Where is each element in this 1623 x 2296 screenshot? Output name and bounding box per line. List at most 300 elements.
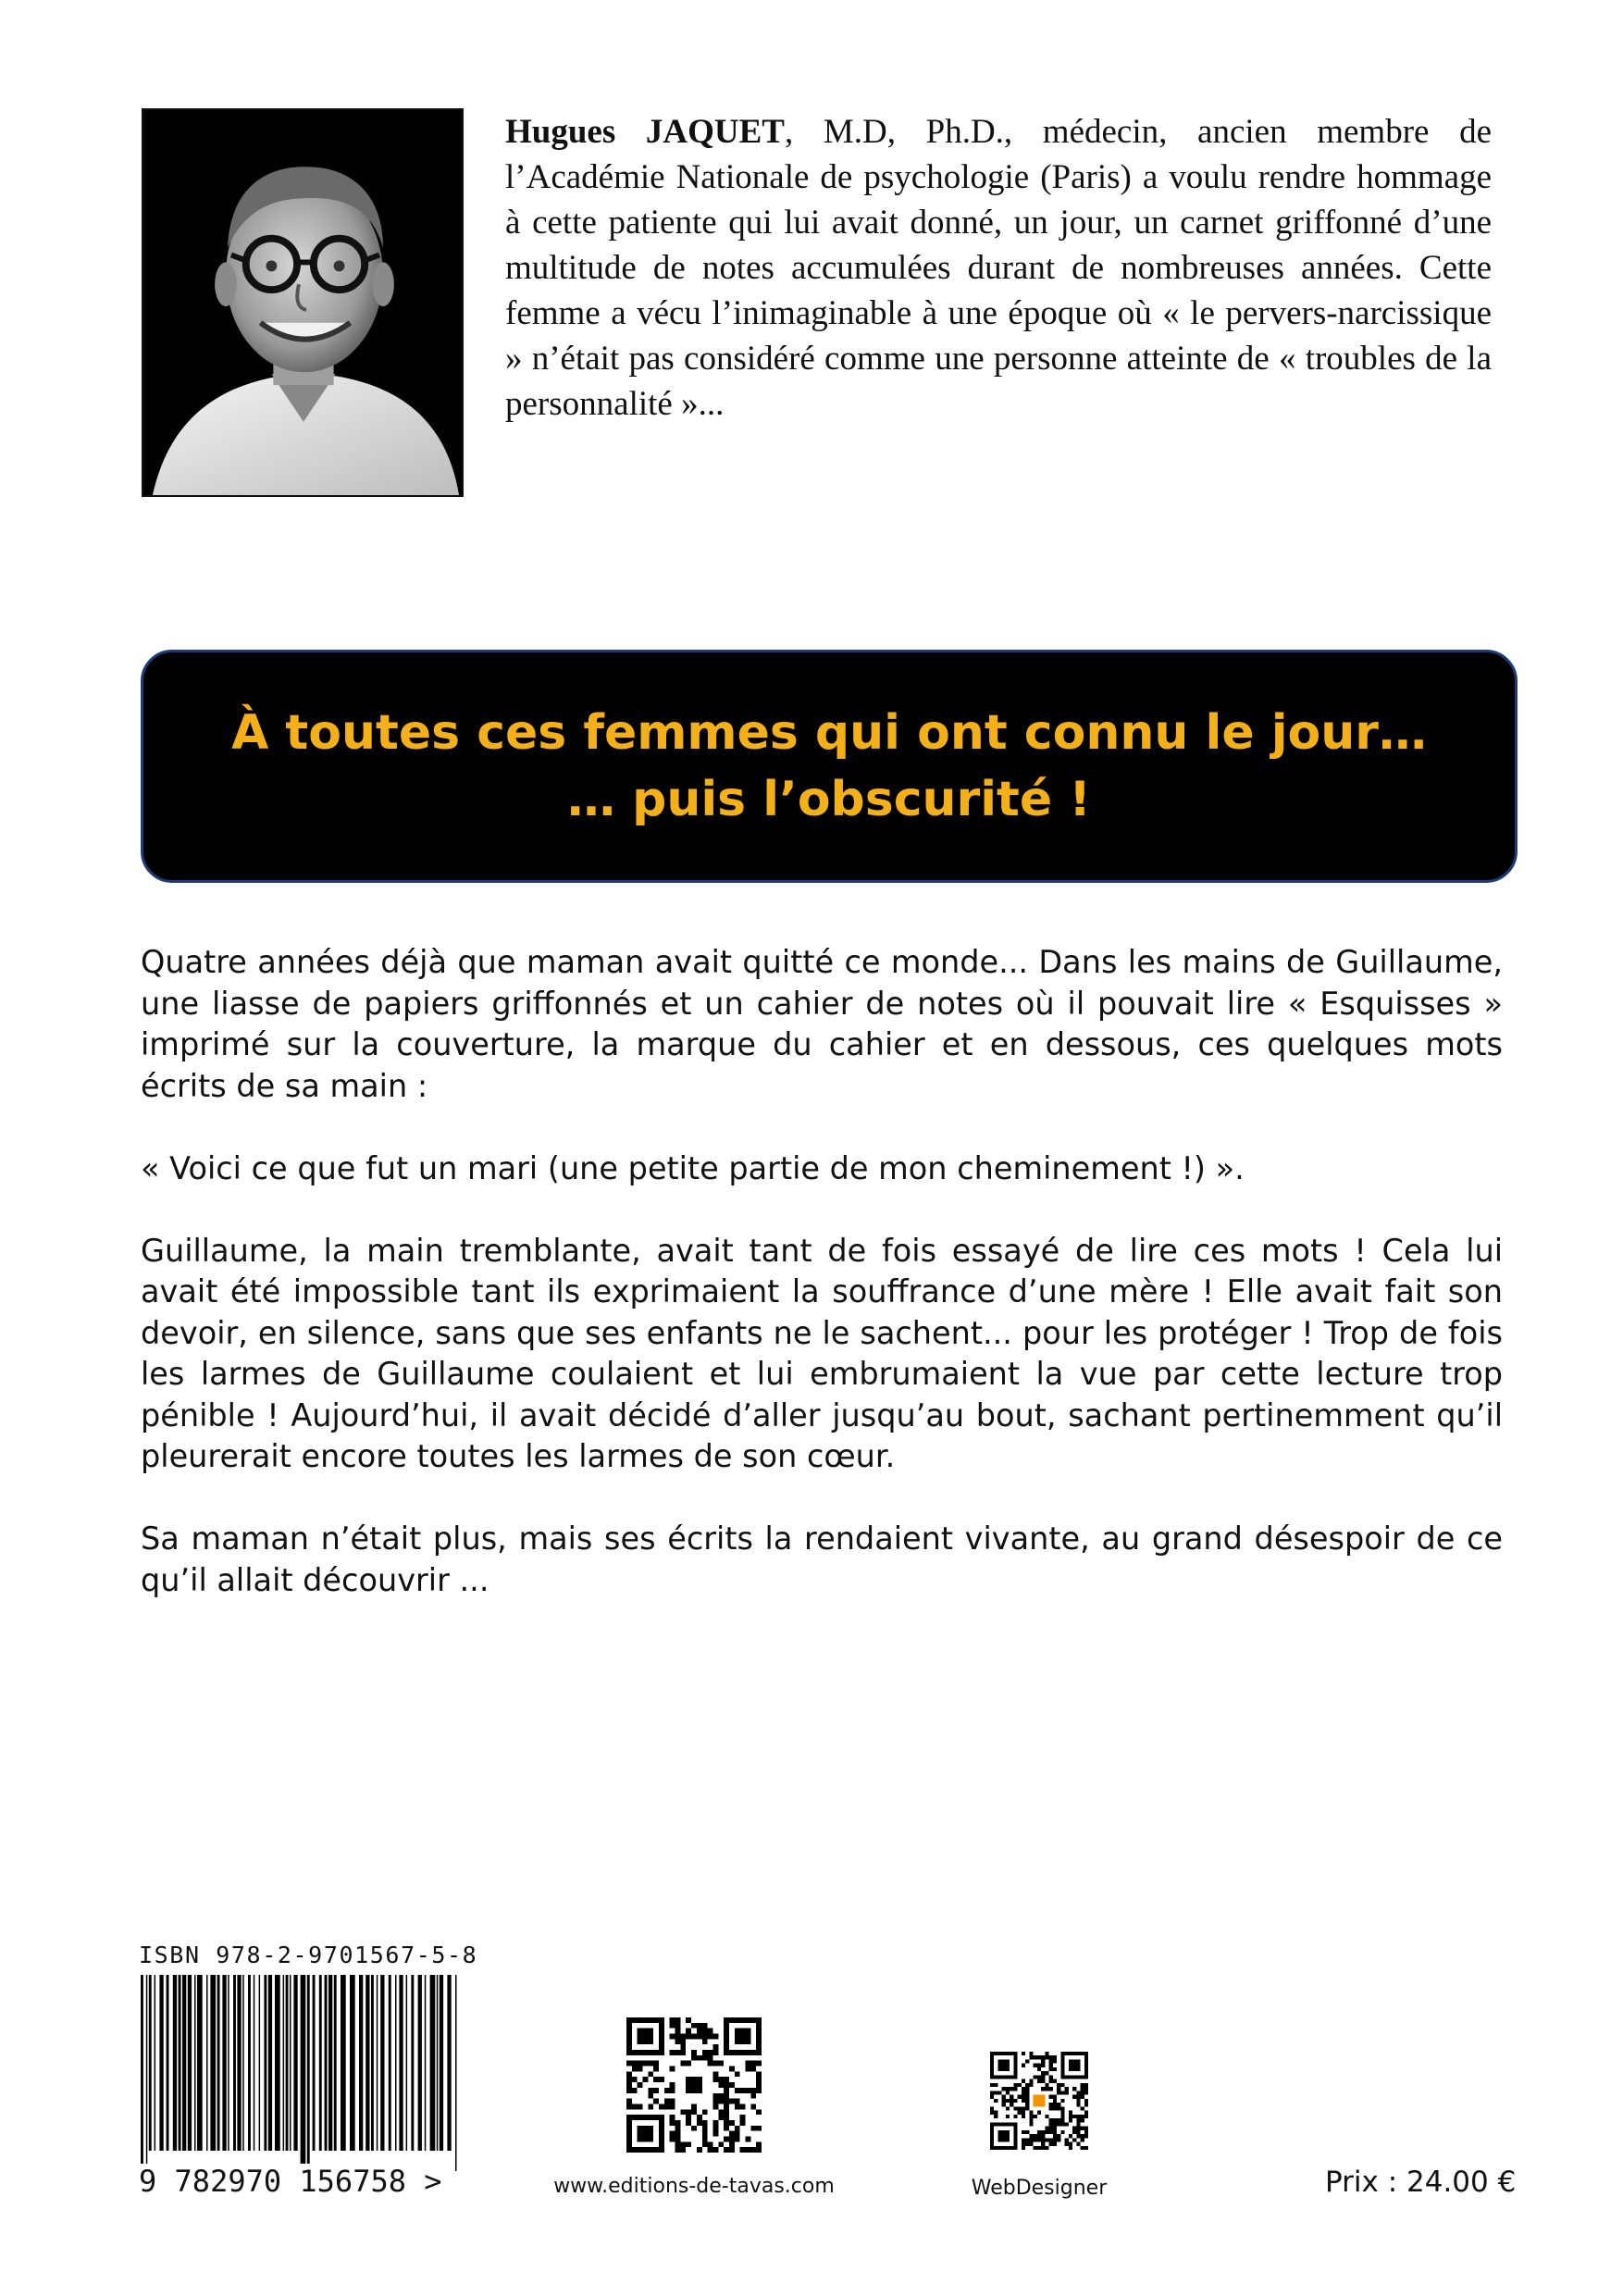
qr-module	[653, 2099, 659, 2104]
qr-module	[724, 2147, 729, 2153]
qr-module	[1006, 2106, 1010, 2110]
qr-center-logo	[1034, 2095, 1046, 2107]
qr-module	[1049, 2059, 1053, 2063]
qr-module	[1069, 2146, 1072, 2150]
qr-module	[740, 2115, 746, 2120]
author-name: Hugues JAQUET	[505, 113, 785, 151]
qr-module	[1045, 2055, 1048, 2059]
qr-module	[1025, 2106, 1029, 2110]
barcode-bar	[237, 1975, 241, 2151]
qr-module	[724, 2136, 729, 2141]
qr-module	[735, 2088, 740, 2093]
barcode-digits-right: 156758	[299, 2164, 406, 2199]
qr-module	[1037, 2064, 1041, 2067]
barcode-bar	[159, 1975, 163, 2151]
qr-module	[724, 2104, 729, 2109]
qr-module	[670, 2034, 675, 2040]
qr-module	[643, 2061, 649, 2066]
barcode-bar	[425, 1975, 427, 2151]
author-portrait-image	[143, 110, 462, 495]
qr-module	[1045, 2087, 1048, 2091]
qr-module	[1029, 2134, 1033, 2138]
qr-module	[745, 2088, 750, 2093]
qr-module	[718, 2093, 724, 2099]
barcode-bar	[210, 1975, 216, 2151]
qr-module	[1037, 2146, 1041, 2150]
dedication-line-1: À toutes ces femmes qui ont connu le jour…	[231, 705, 1427, 761]
qr-module	[680, 2039, 686, 2044]
qr-module	[735, 2136, 740, 2141]
qr-module	[724, 2082, 729, 2088]
qr-module	[1045, 2127, 1048, 2130]
qr-module	[1029, 2083, 1033, 2087]
barcode-bar	[411, 1975, 414, 2151]
qr-module	[1045, 2115, 1048, 2118]
qr-module	[1022, 2099, 1025, 2103]
qr-module	[702, 2050, 708, 2055]
qr-module	[659, 2104, 664, 2109]
qr-module	[740, 2120, 746, 2126]
qr-module	[670, 2050, 675, 2055]
barcode-bar	[173, 1975, 177, 2151]
qr-module	[1081, 2134, 1084, 2138]
qr-module	[1049, 2130, 1053, 2134]
qr-module	[1037, 2055, 1041, 2059]
qr-module	[1053, 2055, 1057, 2059]
qr-module	[1010, 2087, 1013, 2091]
qr-module	[1053, 2122, 1057, 2126]
qr-module	[1069, 2142, 1072, 2146]
qr-module	[1025, 2083, 1029, 2087]
qr-module	[626, 2071, 632, 2077]
barcode-bar	[325, 1975, 328, 2151]
qr-module	[670, 2104, 675, 2109]
summary-paragraph-4: Sa maman n’était plus, mais ses écrits la rendaient vivante, au grand désespoir de ce qu’il allait découvrir ...	[141, 1520, 1503, 1598]
qr-module	[1029, 2052, 1033, 2055]
qr-module	[680, 2050, 686, 2055]
qr-module	[1049, 2103, 1053, 2106]
qr-module	[1049, 2106, 1053, 2110]
qr-module	[1053, 2130, 1057, 2134]
qr-module	[702, 2141, 708, 2147]
qr-module	[1060, 2130, 1064, 2134]
qr-module	[691, 2034, 697, 2040]
qr-module	[686, 2120, 691, 2126]
qr-module	[675, 2017, 681, 2023]
qr-module	[632, 2066, 638, 2072]
qr-module	[1076, 2142, 1080, 2146]
qr-module	[1049, 2138, 1053, 2141]
qr-module	[680, 2147, 686, 2153]
qr-module	[1013, 2099, 1017, 2103]
qr-module	[670, 2115, 675, 2120]
qr-module	[675, 2131, 681, 2137]
qr-module	[1060, 2111, 1064, 2115]
qr-module	[1081, 2091, 1084, 2094]
barcode-bar	[233, 1975, 236, 2151]
qr-module	[745, 2136, 750, 2141]
qr-module	[712, 2050, 718, 2055]
barcode-bar	[275, 1975, 280, 2151]
qr-module	[1022, 2052, 1025, 2055]
qr-module	[994, 2083, 997, 2087]
qr-module	[1060, 2091, 1064, 2094]
qr-module	[750, 2088, 756, 2093]
qr-module	[990, 2111, 994, 2115]
qr-module	[990, 2106, 994, 2110]
qr-module	[670, 2120, 675, 2126]
qr-module	[1057, 2106, 1060, 2110]
barcode-bar	[380, 1975, 384, 2151]
qr-module	[1053, 2138, 1057, 2141]
qr-module	[1072, 2127, 1076, 2130]
qr-module	[1041, 2064, 1045, 2067]
qr-module	[1072, 2138, 1076, 2141]
qr-module	[994, 2115, 997, 2118]
qr-module	[1049, 2087, 1053, 2091]
qr-module	[708, 2050, 713, 2055]
barcode-bar	[328, 1975, 332, 2151]
qr-module	[1034, 2146, 1037, 2150]
qr-module	[750, 2093, 756, 2099]
qr-module	[1037, 2138, 1041, 2141]
qr-module	[1049, 2142, 1053, 2146]
qr-module	[670, 2017, 675, 2023]
qr-module	[1076, 2118, 1080, 2122]
qr-module	[1010, 2099, 1013, 2103]
qr-module	[712, 2061, 718, 2066]
qr-module	[1002, 2099, 1006, 2103]
qr-module	[1081, 2087, 1084, 2091]
qr-module	[1072, 2087, 1076, 2091]
qr-module	[686, 2034, 691, 2040]
qr-module	[1060, 2083, 1064, 2087]
qr-module	[1053, 2103, 1057, 2106]
qr-module	[1002, 2103, 1006, 2106]
qr-module	[691, 2055, 697, 2061]
qr-module	[670, 2088, 675, 2093]
qr-module	[1060, 2118, 1064, 2122]
qr-module	[680, 2034, 686, 2040]
barcode-bar	[359, 1975, 363, 2151]
qr-module	[702, 2034, 708, 2040]
qr-module	[1037, 2079, 1041, 2083]
qr-module	[1057, 2122, 1060, 2126]
qr-module	[712, 2093, 718, 2099]
qr-module	[648, 2071, 653, 2077]
qr-module	[686, 2141, 691, 2147]
qr-module	[1084, 2111, 1088, 2115]
qr-module	[1072, 2115, 1076, 2118]
barcode-bar	[217, 1975, 220, 2151]
qr-module	[1037, 2075, 1041, 2079]
qr-module	[702, 2039, 708, 2044]
qr-module	[702, 2136, 708, 2141]
qr-module	[1034, 2055, 1037, 2059]
qr-module	[648, 2088, 653, 2093]
qr-module	[1041, 2079, 1045, 2083]
qr-module	[670, 2023, 675, 2029]
qr-module	[750, 2126, 756, 2131]
qr-module	[729, 2136, 735, 2141]
qr-module	[1076, 2134, 1080, 2138]
qr-module	[1084, 2127, 1088, 2130]
qr-module	[1053, 2118, 1057, 2122]
qr-finder	[997, 2130, 1010, 2142]
qr-module	[1084, 2130, 1088, 2134]
qr-module	[1018, 2095, 1022, 2099]
qr-module	[1022, 2146, 1025, 2150]
qr-module	[675, 2039, 681, 2044]
qr-module	[626, 2104, 632, 2109]
qr-module	[702, 2120, 708, 2126]
barcode-bar	[228, 1975, 229, 2151]
qr-module	[1072, 2130, 1076, 2134]
qr-module	[1069, 2134, 1072, 2138]
qr-module	[653, 2077, 659, 2082]
qr-module	[724, 2115, 729, 2120]
book-summary	[141, 942, 1503, 1601]
qr-module	[1076, 2103, 1080, 2106]
qr-module	[718, 2099, 724, 2104]
qr-module	[1084, 2091, 1088, 2094]
dedication-line-2: … puis l’obscurité !	[567, 772, 1091, 827]
qr-module	[756, 2071, 762, 2077]
qr-module	[740, 2104, 746, 2109]
qr-module	[1084, 2103, 1088, 2106]
qr-module	[1045, 2130, 1048, 2134]
qr-module	[1053, 2134, 1057, 2138]
qr-module	[702, 2126, 708, 2131]
qr-module	[1069, 2118, 1072, 2122]
qr-module	[724, 2109, 729, 2115]
qr-module	[691, 2023, 697, 2029]
qr-module	[990, 2083, 994, 2087]
qr-module	[1081, 2127, 1084, 2130]
qr-module	[1022, 2079, 1025, 2083]
qr-module	[1034, 2064, 1037, 2067]
qr-finder	[638, 2029, 654, 2045]
qr-module	[1076, 2122, 1080, 2126]
qr-module	[724, 2099, 729, 2104]
qr-module	[1065, 2138, 1069, 2141]
qr-module	[702, 2109, 708, 2115]
qr-module	[702, 2131, 708, 2137]
qr-module	[1022, 2091, 1025, 2094]
qr-module	[675, 2120, 681, 2126]
qr-module	[1084, 2115, 1088, 2118]
qr-module	[686, 2017, 691, 2023]
qr-module	[1025, 2130, 1029, 2134]
qr-module	[1084, 2134, 1088, 2138]
qr-module	[724, 2077, 729, 2082]
qr-module	[632, 2088, 638, 2093]
qr-module	[1041, 2087, 1045, 2091]
qr-module	[1006, 2115, 1010, 2118]
qr-module	[1037, 2067, 1041, 2071]
barcode-bar	[167, 1975, 169, 2151]
summary-paragraph-1: Quatre années déjà que maman avait quitté ce monde... Dans les mains de Guillaume, une liasse de papiers griffonnés et un cahier de notes où il pouvait lire « Esquisses » imprimé sur la couverture, la marque du cahier et en dessous, ces quelques mots écrits de sa main :	[141, 944, 1503, 1104]
qr-module	[1060, 2106, 1064, 2110]
qr-module	[1018, 2083, 1022, 2087]
qr-module	[1041, 2130, 1045, 2134]
barcode-digits	[139, 2164, 472, 2199]
qr-module	[1081, 2106, 1084, 2110]
barcode-bar	[447, 1975, 451, 2151]
qr-module	[1029, 2055, 1033, 2059]
qr-finder	[1069, 2059, 1081, 2071]
qr-code-icon	[626, 2017, 762, 2153]
qr-module	[626, 2077, 632, 2082]
qr-module	[1049, 2064, 1053, 2067]
summary-paragraph-2: « Voici ce que fut un mari (une petite partie de mon cheminement !) ».	[141, 1149, 1245, 1186]
qr-module	[745, 2147, 750, 2153]
qr-module	[1049, 2067, 1053, 2071]
qr-finder	[997, 2059, 1010, 2071]
qr-module	[718, 2109, 724, 2115]
qr-module	[1053, 2099, 1057, 2103]
webdesigner-qr-code[interactable]	[990, 2052, 1088, 2150]
qr-module	[670, 2136, 675, 2141]
qr-module	[729, 2066, 735, 2072]
qr-module	[1049, 2122, 1053, 2126]
qr-module	[990, 2091, 994, 2094]
qr-module	[638, 2066, 643, 2072]
qr-module	[756, 2147, 762, 2153]
barcode-bar	[341, 1975, 346, 2151]
barcode-bar	[197, 1975, 203, 2151]
qr-module	[1084, 2146, 1088, 2150]
qr-module	[756, 2126, 762, 2131]
qr-module	[1081, 2095, 1084, 2099]
qr-module	[702, 2055, 708, 2061]
qr-module	[1084, 2099, 1088, 2103]
qr-module	[1025, 2142, 1029, 2146]
barcode-bar	[301, 1975, 306, 2171]
qr-module	[643, 2077, 649, 2082]
qr-module	[1069, 2115, 1072, 2118]
qr-module	[1029, 2115, 1033, 2118]
qr-module	[675, 2029, 681, 2034]
qr-module	[1084, 2087, 1088, 2091]
barcode-digits-left: 782970	[174, 2164, 282, 2199]
qr-module	[626, 2082, 632, 2088]
qr-module	[712, 2131, 718, 2137]
barcode-bar	[283, 1975, 285, 2151]
qr-module	[1053, 2079, 1057, 2083]
qr-module	[675, 2126, 681, 2131]
qr-module	[670, 2066, 675, 2072]
qr-module	[680, 2141, 686, 2147]
qr-finder	[638, 2126, 654, 2142]
qr-module	[735, 2131, 740, 2137]
qr-module	[675, 2023, 681, 2029]
qr-module	[1018, 2111, 1022, 2115]
publisher-website-link[interactable]: www.editions-de-tavas.com	[553, 2175, 835, 2198]
barcode-digit-first: 9	[139, 2164, 157, 2199]
qr-module	[691, 2126, 697, 2131]
qr-module	[729, 2131, 735, 2137]
barcode-bar	[188, 1975, 192, 2151]
qr-module	[1034, 2134, 1037, 2138]
qr-module	[686, 2029, 691, 2034]
qr-module	[1025, 2087, 1029, 2091]
qr-module	[1013, 2106, 1017, 2110]
qr-module	[648, 2093, 653, 2099]
author-bio-text: , M.D, Ph.D., médecin, ancien membre de l’Académie Nationale de psychologie (Paris) a voulu rendre hommage à cette patiente qui lui avait donné, un jour, un carnet griffonné d’une multitude de notes accumulées durant de nombreuses années. Cette femme a vécu l’inimaginable à une époque où « le pervers-narcissique » n’était pas considéré comme une personne atteinte de « troubles de la personnalité »...	[505, 113, 1492, 423]
barcode-bar	[286, 1975, 289, 2151]
qr-module	[1072, 2095, 1076, 2099]
qr-module	[994, 2099, 997, 2103]
price-label: Prix : 24.00 €	[1325, 2166, 1517, 2199]
qr-module	[1076, 2127, 1080, 2130]
qr-module	[632, 2061, 638, 2066]
qr-module	[708, 2055, 713, 2061]
qr-module	[638, 2061, 643, 2066]
qr-module	[1060, 2099, 1064, 2103]
qr-module	[724, 2120, 729, 2126]
barcode-bar	[395, 1975, 397, 2151]
qr-module	[708, 2061, 713, 2066]
qr-module	[1034, 2115, 1037, 2118]
qr-module	[626, 2088, 632, 2093]
barcode	[139, 1975, 465, 2171]
qr-module	[712, 2034, 718, 2040]
barcode-bar	[313, 1975, 316, 2151]
qr-module	[750, 2061, 756, 2066]
qr-module	[1041, 2055, 1045, 2059]
webdesigner-label: WebDesigner	[971, 2177, 1108, 2200]
qr-module	[729, 2147, 735, 2153]
barcode-bar	[455, 1975, 457, 2171]
qr-module	[691, 2109, 697, 2115]
qr-module	[659, 2077, 664, 2082]
barcode-bar	[141, 1975, 143, 2171]
qr-module	[1065, 2122, 1069, 2126]
author-bio	[505, 109, 1492, 427]
barcode-bar	[334, 1975, 337, 2151]
barcode-bar	[389, 1975, 391, 2151]
qr-module	[1053, 2067, 1057, 2071]
qr-module	[718, 2061, 724, 2066]
qr-module	[1057, 2138, 1060, 2141]
qr-module	[1025, 2099, 1029, 2103]
qr-finder	[735, 2029, 751, 2045]
publisher-qr-code[interactable]	[626, 2017, 762, 2153]
isbn-label: ISBN 978-2-9701567-5-8	[139, 1942, 478, 1968]
qr-module	[712, 2120, 718, 2126]
qr-module	[626, 2061, 632, 2066]
qr-module	[729, 2141, 735, 2147]
barcode-bar	[437, 1975, 439, 2151]
qr-module	[740, 2147, 746, 2153]
qr-module	[718, 2141, 724, 2147]
qr-module	[1041, 2138, 1045, 2141]
qr-module	[664, 2088, 670, 2093]
qr-module	[1076, 2115, 1080, 2118]
qr-module	[697, 2120, 702, 2126]
qr-module	[1053, 2106, 1057, 2110]
qr-module	[1002, 2087, 1006, 2091]
qr-module	[1076, 2095, 1080, 2099]
qr-module	[708, 2034, 713, 2040]
qr-module	[712, 2099, 718, 2104]
qr-module	[997, 2091, 1001, 2094]
qr-module	[1060, 2122, 1064, 2126]
qr-module	[1022, 2138, 1025, 2141]
qr-module	[1013, 2115, 1017, 2118]
qr-module	[1022, 2130, 1025, 2134]
